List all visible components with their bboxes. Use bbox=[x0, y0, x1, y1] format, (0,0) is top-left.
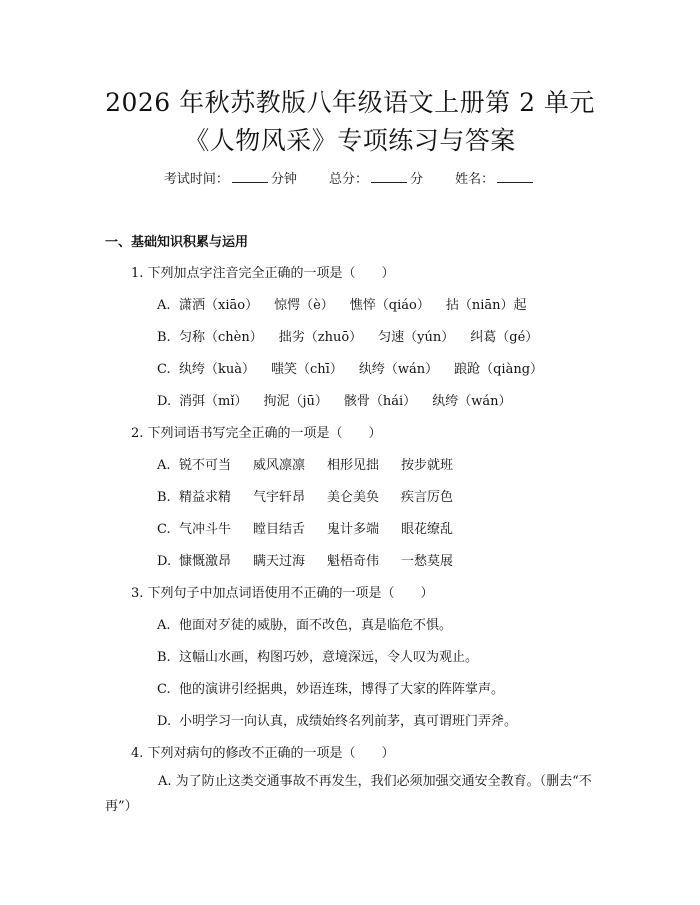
option-word: 美仑美奂 bbox=[327, 490, 380, 505]
option-word: 拙劣（zhuō） bbox=[278, 330, 363, 345]
q1-option-a bbox=[157, 294, 543, 313]
q2-option-a bbox=[157, 454, 475, 473]
q1-option-c bbox=[157, 358, 559, 377]
q4-option-a: A. 为了防止这类交通事故不再发生，我们必须加强交通安全教育。（删去“不再”） bbox=[105, 774, 592, 814]
q3-option-b bbox=[157, 646, 478, 665]
option-word: 按步就班 bbox=[401, 458, 454, 473]
option-word: 瞒天过海 bbox=[253, 554, 306, 569]
q2-option-c bbox=[157, 518, 475, 537]
option-letter: D. bbox=[157, 394, 172, 409]
option-text: 他的演讲引经据典，妙语连珠，博得了大家的阵阵掌声。 bbox=[179, 682, 505, 697]
exam-info-row bbox=[0, 168, 700, 187]
option-word: 疾言厉色 bbox=[401, 490, 454, 505]
exam-time-unit: 分钟 bbox=[270, 172, 297, 187]
option-word: 鬼计多端 bbox=[327, 522, 380, 537]
option-word: 魁梧奇伟 bbox=[327, 554, 380, 569]
option-word: 眼花缭乱 bbox=[401, 522, 454, 537]
option-letter: A. bbox=[157, 298, 171, 313]
option-word: 惊愕（è） bbox=[274, 298, 334, 313]
doc-title-line-2: 《人物风采》专项练习与答案 bbox=[184, 126, 516, 155]
option-letter: D. bbox=[157, 554, 172, 569]
option-word: 潇洒（xiāo） bbox=[179, 298, 259, 313]
q3-option-a bbox=[157, 614, 452, 633]
q1-option-b bbox=[157, 326, 554, 345]
option-text: 这幅山水画，构图巧妙，意境深远，令人叹为观止。 bbox=[179, 650, 479, 665]
option-word: 消弭（mǐ） bbox=[179, 394, 248, 409]
option-letter: B. bbox=[157, 490, 171, 505]
section-heading: 一、基础知识积累与运用 bbox=[105, 235, 249, 250]
option-letter: A. bbox=[157, 618, 171, 633]
q3-option-c bbox=[157, 678, 504, 697]
option-word: 气宇轩昂 bbox=[253, 490, 306, 505]
doc-title-line-1: 2026 年秋苏教版八年级语文上册第 2 单元 bbox=[105, 88, 595, 117]
question-3-stem: 3. 下列句子中加点词语使用不正确的一项是（ ） bbox=[131, 586, 434, 601]
option-word: 慷慨激昂 bbox=[179, 554, 232, 569]
option-letter: C. bbox=[157, 362, 171, 377]
option-word: 气冲斗牛 bbox=[179, 522, 232, 537]
question-1-stem: 1. 下列加点字注音完全正确的一项是（ ） bbox=[131, 266, 395, 281]
q2-option-d bbox=[157, 550, 475, 569]
option-word: 一愁莫展 bbox=[401, 554, 454, 569]
student-name-field bbox=[455, 168, 536, 187]
total-score-label: 总分： bbox=[328, 172, 368, 187]
option-word: 骸骨（hái） bbox=[343, 394, 417, 409]
option-letter: B. bbox=[157, 650, 171, 665]
option-letter: A. bbox=[157, 458, 171, 473]
option-word: 纠葛（gé） bbox=[470, 330, 539, 345]
option-word: 憔悴（qiáo） bbox=[349, 298, 430, 313]
option-word: 锐不可当 bbox=[179, 458, 232, 473]
exam-time-label: 考试时间： bbox=[163, 172, 229, 187]
option-word: 纨绔（wán） bbox=[358, 362, 439, 377]
total-score-blank bbox=[371, 171, 407, 183]
option-word: 匀称（chèn） bbox=[179, 330, 263, 345]
option-letter: C. bbox=[157, 522, 171, 537]
option-word: 嗤笑（chī） bbox=[271, 362, 343, 377]
student-name-blank bbox=[497, 171, 533, 183]
option-word: 威风凛凛 bbox=[253, 458, 306, 473]
option-text: 小明学习一向认真，成绩始终名列前茅，真可谓班门弄斧。 bbox=[179, 714, 518, 729]
exam-time-blank bbox=[232, 171, 268, 183]
total-score-field bbox=[329, 168, 423, 187]
option-word: 拈（niān）起 bbox=[445, 298, 527, 313]
option-word: 拘泥（jū） bbox=[263, 394, 328, 409]
option-text: 他面对歹徒的威胁，面不改色，真是临危不惧。 bbox=[179, 618, 453, 633]
option-word: 匀速（yún） bbox=[378, 330, 455, 345]
option-word: 纨绔（kuà） bbox=[179, 362, 256, 377]
q2-option-b bbox=[157, 486, 475, 505]
question-4-stem: 4. 下列对病句的修改不正确的一项是（ ） bbox=[131, 746, 395, 761]
student-name-label: 姓名： bbox=[455, 172, 495, 187]
option-letter: C. bbox=[157, 682, 171, 697]
option-word: 瞠目结舌 bbox=[253, 522, 306, 537]
q3-option-d bbox=[157, 710, 517, 729]
total-score-unit: 分 bbox=[410, 172, 424, 187]
option-letter: B. bbox=[157, 330, 171, 345]
option-word: 精益求精 bbox=[179, 490, 232, 505]
question-2-stem: 2. 下列词语书写完全正确的一项是（ ） bbox=[131, 426, 382, 441]
option-letter: D. bbox=[157, 714, 172, 729]
q1-option-d bbox=[157, 390, 527, 409]
option-word: 相形见拙 bbox=[327, 458, 380, 473]
option-word: 纨绔（wán） bbox=[432, 394, 512, 409]
exam-time-field bbox=[164, 168, 297, 187]
option-word: 踉跄（qiàng） bbox=[454, 362, 544, 377]
